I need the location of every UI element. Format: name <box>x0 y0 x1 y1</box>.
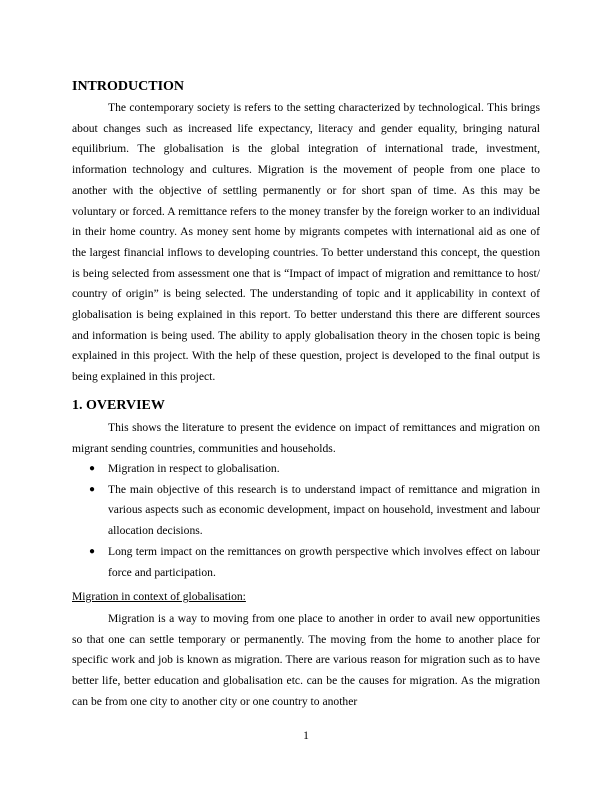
list-item <box>72 542 540 583</box>
migration-paragraph: Migration is a way to moving from one place to another in order to avail new opportunities so that one can settle temporary or permanently. The moving from the home to another place for specific work and job is known as migration. There are various reason for migration such as to have better life, better education and globalisation etc. can be the causes for migration. As the migration can be from one city to another city or one country to another <box>72 612 540 708</box>
migration-subheading: Migration in context of globalisation: <box>72 590 246 603</box>
overview-paragraph: This shows the literature to present the evidence on impact of remittances and migration on migrant sending countries, communities and households. <box>72 421 540 455</box>
list-item <box>72 480 540 542</box>
bullet-icon: ● <box>89 483 96 495</box>
list-item <box>72 459 540 480</box>
bullet-text: Long term impact on the remittances on growth perspective which involves effect on labour force and participation. <box>108 544 540 579</box>
bullet-icon: ● <box>89 463 96 474</box>
overview-heading: 1. OVERVIEW <box>72 398 165 413</box>
introduction-paragraph: The contemporary society is refers to the setting characterized by technological. This brings about changes such as increased life expectancy, literacy and gender equality, bringing natural equilibrium. The globalisation is the global integration of international trade, investment, information technology and cultures. Migration is the movement of people from one place to another with the objective of settling permanently or for short span of time. As this may be voluntary or forced. A remittance refers to the money transfer by the foreign worker to an individual in their home country. As money sent home by migrants competes with international aid as one of the largest financial inflows to developing countries. To better understand this concept, the question is being selected from assessment one that is “Impact of impact of migration and remittance to host/ country of origin” is being selected. The understanding of topic and it applicability in context of globalisation is being explained in this report. To better understand this there are different sources and information is being used. The ability to apply globalisation theory in the chosen topic is being explained in this project. With the help of these question, project is developed to the final output is being explained in this project. <box>72 101 540 384</box>
bullet-text: The main objective of this research is to understand impact of remittance and migration in various aspects such as economic development, impact on household, investment and labour allocation decisions. <box>108 482 540 538</box>
bullet-text: Migration in respect to globalisation. <box>108 462 280 475</box>
page-number: 1 <box>303 729 309 742</box>
overview-bullet-list <box>72 459 540 583</box>
introduction-heading: INTRODUCTION <box>72 79 185 94</box>
bullet-icon: ● <box>89 545 96 557</box>
